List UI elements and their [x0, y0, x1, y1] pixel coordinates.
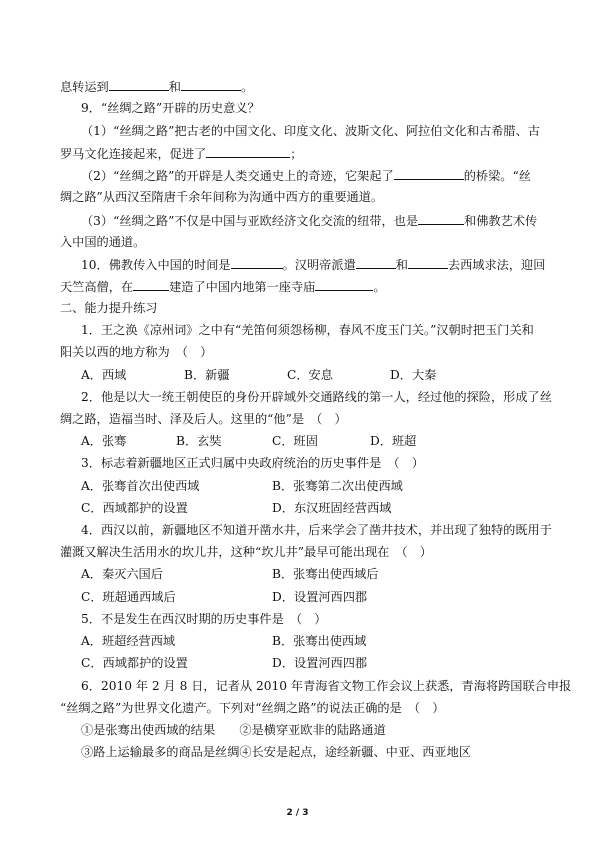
answer-blank[interactable] — [418, 212, 464, 225]
answer-blank[interactable] — [133, 278, 169, 291]
q3-option-d[interactable]: D．东汉班固经营西域 — [272, 501, 392, 515]
q5-option-d[interactable]: D．设置河西四郡 — [272, 656, 368, 670]
q5-option-c[interactable]: C．西域都护的设置 — [81, 656, 188, 670]
q9-stem: 9．“丝绸之路”开辟的历史意义？ — [81, 101, 260, 115]
q2-option-a[interactable]: A．张骞 — [81, 434, 127, 448]
q3-option-b[interactable]: B．张骞第二次出使西域 — [272, 479, 403, 493]
answer-blank[interactable] — [315, 278, 373, 291]
answer-blank[interactable] — [408, 256, 448, 269]
q6-line1: 6．2010 年 2 月 8 日，记者从 2010 年青海省文物工作会议上获悉，青海将跨国联合申报 — [81, 679, 572, 693]
q1-option-b[interactable]: B．新疆 — [184, 368, 230, 382]
q2-line1: 2．他是以大一统王朝使臣的身份开辟域外交通路线的第一人，经过他的探险，形成了丝 — [81, 390, 552, 404]
q3-stem: 3．标志着新疆地区正式归属中央政府统治的历史事件是 （ ） — [81, 456, 424, 470]
q1-option-a[interactable]: A．西域 — [81, 368, 127, 382]
q6-line2: “丝绸之路”为世界文化遗产。下列对“丝绸之路”的说法正确的是 （ ） — [60, 701, 445, 715]
q1-option-c[interactable]: C．安息 — [287, 368, 333, 382]
section-heading: 二、能力提升练习 — [60, 301, 158, 315]
q4-option-d[interactable]: D．设置河西四郡 — [272, 590, 368, 604]
q3-option-c[interactable]: C．西域都护的设置 — [81, 501, 188, 515]
q10-line1: 10．佛教传入中国的时间是 。汉明帝派遣 和 去西域求法，迎回 — [81, 258, 546, 272]
q2-option-c[interactable]: C．班固 — [272, 434, 318, 448]
answer-blank[interactable] — [181, 78, 241, 91]
answer-blank[interactable] — [394, 167, 464, 180]
answer-blank[interactable] — [356, 256, 396, 269]
q4-option-c[interactable]: C．班超通西域后 — [81, 590, 176, 604]
q6-statements-3-4: ③路上运输最多的商品是丝绸④长安是起点，途经新疆、中亚、西亚地区 — [81, 745, 471, 759]
q2-option-d[interactable]: D．班超 — [370, 434, 417, 448]
q8-tail: 息转运到 和 。 — [60, 80, 254, 94]
page-number: 2 / 3 — [286, 808, 309, 818]
answer-blank[interactable] — [206, 145, 290, 158]
q9-part3-line2: 入中国的通道。 — [60, 235, 146, 249]
q9-part3-line1: （3）“丝绸之路”不仅是中国与亚欧经济文化交流的纽带，也是 和佛教艺术传 — [81, 214, 538, 228]
q5-stem: 5．不是发生在西汉时期的历史事件是 （ ） — [81, 612, 327, 626]
q4-line2: 灌溉又解决生活用水的坎儿井，这种“坎儿井”最早可能出现在 （ ） — [60, 545, 432, 559]
q4-line1: 4．西汉以前，新疆地区不知道开凿水井，后来学会了凿井技术，并出现了独特的既用于 — [81, 523, 552, 537]
q9-part1-line2: 罗马文化连接起来，促进了 ； — [60, 147, 303, 161]
q9-part1-line1: （1）“丝绸之路”把古老的中国文化、印度文化、波斯文化、阿拉伯文化和古希腊、古 — [81, 124, 540, 138]
q3-option-a[interactable]: A．张骞首次出使西域 — [81, 479, 200, 493]
q2-line2: 绸之路，造福当时、泽及后人。这里的“他”是 （ ） — [60, 412, 347, 426]
q1-line1: 1．王之涣《凉州词》之中有“羌笛何须怨杨柳，春风不度玉门关。”汉朝时把玉门关和 — [81, 323, 534, 337]
q4-option-a[interactable]: A．秦灭六国后 — [81, 567, 163, 581]
q9-part2-line2: 绸之路”从西汉至隋唐千余年间称为沟通中西方的重要通道。 — [60, 190, 384, 204]
q10-line2: 天竺高僧，在 建造了中国内地第一座寺庙 。 — [60, 280, 386, 294]
q1-option-d[interactable]: D．大秦 — [390, 368, 437, 382]
answer-blank[interactable] — [231, 256, 283, 269]
q5-option-a[interactable]: A．班超经营西域 — [81, 634, 176, 648]
q4-option-b[interactable]: B．张骞出使西域后 — [272, 567, 379, 581]
q6-statements-1-2: ①是张骞出使西域的结果 ②是横穿亚欧非的陆路通道 — [81, 723, 386, 737]
answer-blank[interactable] — [109, 78, 169, 91]
q5-option-b[interactable]: B．张骞出使西域 — [272, 634, 367, 648]
q1-line2: 阳关以西的地方称为 （ ） — [60, 345, 213, 359]
q9-part2-line1: （2）“丝绸之路”的开辟是人类交通史上的奇迹，它架起了 的桥梁。“丝 — [81, 169, 531, 183]
q2-option-b[interactable]: B．玄奘 — [176, 434, 222, 448]
